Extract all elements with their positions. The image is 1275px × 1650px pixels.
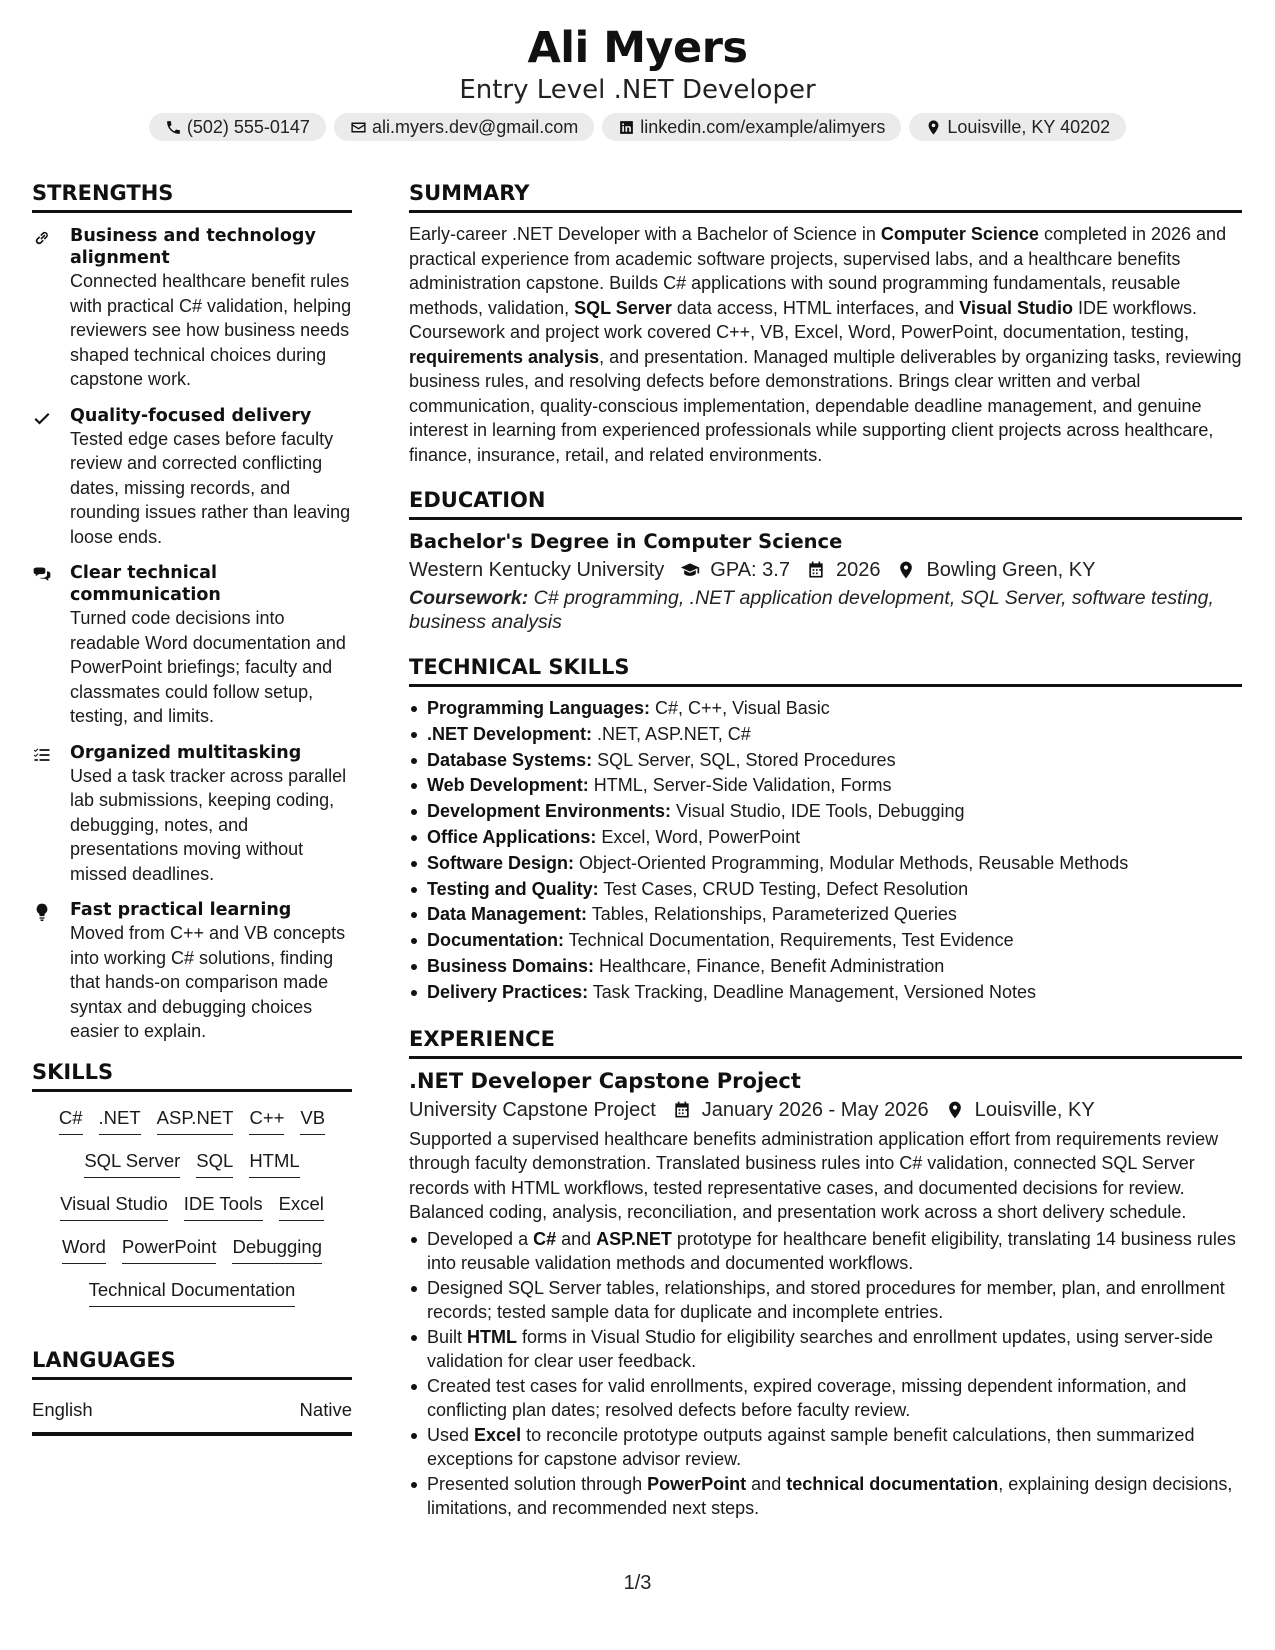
skill-category: Office Applications: (427, 826, 597, 847)
body-text: Built (427, 1326, 468, 1347)
language-row (32, 1380, 352, 1436)
checklist-icon (32, 745, 52, 765)
skill-values: Technical Documentation, Requirements, Test Evidence (564, 930, 1014, 951)
strength-desc: Moved from C++ and VB concepts into working C# solutions, finding that hands-on comparison made syntax and debugging choices easier to explain. (70, 923, 346, 1041)
strength-title: Clear technical communication (70, 563, 221, 605)
body-text: completed in 2026 and practical experience from academic software projects, supervised labs, and a healthcare benefits administration capstone. Builds C# applications with sound programming fundamentals, reusable methods, validation, (409, 224, 1227, 318)
list-item (409, 1325, 1242, 1374)
job-meta (409, 1095, 1242, 1125)
skill-tag: Technical Documentation (89, 1278, 296, 1307)
strength-title: Business and technology alignment (70, 226, 316, 268)
emphasis-text: Visual Studio (959, 297, 1073, 318)
body-text: IDE workflows. Coursework and project work covered C++, VB, Excel, Word, PowerPoint, documentation, testing, (409, 297, 1198, 342)
strength-title: Organized multitasking (70, 742, 302, 763)
graduation-year: 2026 (835, 559, 881, 581)
list-item (409, 799, 1242, 825)
strength-item (32, 899, 352, 1044)
location-contact (909, 113, 1126, 141)
skill-category: Database Systems: (427, 749, 593, 770)
skill-tags (32, 1221, 352, 1264)
education-heading: EDUCATION (409, 485, 1242, 520)
technical-skills-list (409, 696, 1242, 1006)
list-item (409, 1227, 1242, 1276)
calendar-icon (672, 1100, 692, 1120)
school-name: Western Kentucky University (409, 559, 665, 581)
summary-heading: SUMMARY (409, 178, 1242, 213)
body-text: Early-career .NET Developer with a Bachelor of Science in (409, 224, 881, 244)
body-text: forms in Visual Studio for eligibility searches and enrollment updates, using server-side validation for clear user feedback. (427, 1326, 1214, 1372)
lightbulb-icon (32, 902, 52, 922)
skill-tag: Excel (279, 1192, 324, 1221)
job-title: .NET Developer Capstone Project (409, 1068, 801, 1093)
skill-values: Visual Studio, IDE Tools, Debugging (671, 801, 965, 822)
job-description: Supported a supervised healthcare benefits administration application effort from requirements review through faculty demonstration. Translated business rules into C# validation, connected SQL Server records with HTML workflows, tested representative cases, and documented decisions for review. Balanced coding, analysis, reconciliation, and presentation work across a short delivery schedule. (409, 1128, 1219, 1223)
skills-heading: SKILLS (32, 1057, 352, 1092)
list-item (409, 851, 1242, 877)
languages-section (32, 1345, 352, 1436)
skill-tag: VB (300, 1106, 325, 1135)
strength-title: Fast practical learning (70, 900, 292, 920)
list-item (409, 954, 1242, 980)
skill-values: Healthcare, Finance, Benefit Administration (594, 955, 945, 976)
linkedin-text: linkedin.com/example/alimyers (640, 116, 886, 137)
skill-values: SQL Server, SQL, Stored Procedures (592, 749, 896, 770)
phone-text: (502) 555-0147 (186, 116, 310, 137)
calendar-icon (806, 560, 826, 580)
strength-desc: Used a task tracker across parallel lab submissions, keeping coding, debugging, notes, and presentations moving without missed deadlines. (70, 765, 347, 884)
skill-tag: HTML (249, 1149, 299, 1178)
gpa: GPA: 3.7 (710, 559, 790, 581)
list-item (409, 722, 1242, 748)
education-meta (409, 555, 1242, 585)
list-item (409, 696, 1242, 722)
strength-item (32, 742, 352, 887)
body-text: to reconcile prototype outputs against sample benefit calculations, then summarized exceptions for capstone advisor review. (427, 1424, 1195, 1470)
skill-values: Object-Oriented Programming, Modular Methods, Reusable Methods (574, 852, 1129, 873)
language-level: Native (299, 1398, 352, 1420)
skill-category: .NET Development: (427, 723, 593, 744)
experience-section (409, 1024, 1242, 1521)
job-location: Louisville, KY (974, 1098, 1095, 1121)
strength-item (32, 225, 352, 392)
organization: University Capstone Project (409, 1098, 656, 1121)
emphasis-text: C# (533, 1228, 557, 1249)
body-text: Developed a (427, 1228, 534, 1249)
email-contact[interactable] (334, 113, 594, 141)
skill-tag: .NET (99, 1106, 141, 1135)
skill-values: .NET, ASP.NET, C# (592, 723, 751, 744)
location-icon (896, 560, 916, 580)
email-text: ali.myers.dev@gmail.com (371, 116, 579, 137)
location-icon (945, 1100, 965, 1120)
check-icon (32, 408, 52, 428)
strength-desc: Tested edge cases before faculty review and corrected conflicting dates, missing records, and rounding issues rather than leaving loose ends. (70, 428, 351, 547)
strength-item (32, 405, 352, 550)
list-item (409, 773, 1242, 799)
page-number: 1/3 (623, 1572, 652, 1594)
email-icon (350, 119, 367, 136)
left-column (32, 178, 352, 1436)
skill-category: Documentation: (427, 930, 564, 951)
phone-contact[interactable] (149, 113, 326, 141)
skill-values: Excel, Word, PowerPoint (596, 826, 801, 847)
body-text: , explaining design decisions, limitations, and recommended next steps. (427, 1473, 1233, 1519)
skill-tag: C++ (249, 1106, 284, 1135)
chat-icon (32, 565, 52, 585)
body-text: , and presentation. Managed multiple deliverables by organizing tasks, reviewing business rules, and resolving defects before demonstrations. Brings clear written and verbal communication, quality-conscious implementation, dependable deadline management, and genuine interest in learning from experienced professionals while supporting client projects across healthcare, finance, insurance, retail, and related environments. (409, 346, 1242, 465)
linkedin-contact[interactable] (602, 113, 901, 141)
strength-desc: Turned code decisions into readable Word documentation and PowerPoint briefings; faculty and classmates could follow setup, testing, and limits. (70, 608, 346, 726)
skill-tag: SQL Server (84, 1149, 180, 1178)
skill-values: Tables, Relationships, Parameterized Queries (587, 904, 957, 925)
graduation-cap-icon (680, 560, 700, 580)
skill-values: HTML, Server-Side Validation, Forms (588, 775, 892, 796)
body-text: Created test cases for valid enrollments, expired coverage, missing dependent information, and conflicting plan dates; resolved defects before faculty review. (427, 1375, 1187, 1421)
list-item (409, 825, 1242, 851)
skill-values: Test Cases, CRUD Testing, Defect Resolution (598, 878, 969, 899)
skill-tag: Visual Studio (60, 1192, 168, 1221)
skill-tag: Debugging (232, 1235, 322, 1264)
emphasis-text: HTML (467, 1326, 518, 1347)
emphasis-text: requirements analysis (409, 346, 600, 367)
body-text: and (746, 1473, 787, 1494)
list-item (409, 1472, 1242, 1521)
list-item (409, 1276, 1242, 1325)
strength-title: Quality-focused delivery (70, 405, 312, 426)
skill-tags (32, 1178, 352, 1221)
contact-bar (0, 113, 1275, 141)
body-text: Designed SQL Server tables, relationships, and stored procedures for member, plan, and enrollment records; tested sample data for duplicate and incomplete entries. (427, 1277, 1225, 1323)
language-name: English (32, 1398, 93, 1420)
strengths-list (32, 225, 352, 1044)
location-icon (925, 119, 942, 136)
resume-header (0, 22, 1275, 141)
list-item (409, 877, 1242, 903)
emphasis-text: SQL Server (574, 297, 672, 318)
skill-tag: ASP.NET (157, 1106, 234, 1135)
skill-category: Testing and Quality: (427, 878, 599, 899)
experience-heading: EXPERIENCE (409, 1024, 1242, 1059)
summary-text (409, 222, 1242, 467)
body-text: Used (427, 1424, 475, 1445)
link-icon (32, 228, 52, 248)
languages-heading: LANGUAGES (32, 1345, 352, 1380)
phone-icon (165, 119, 182, 136)
strengths-heading: STRENGTHS (32, 178, 352, 213)
emphasis-text: Computer Science (880, 224, 1039, 244)
technical-skills-section (409, 652, 1242, 1006)
skill-tag: SQL (196, 1149, 233, 1178)
skill-tags (32, 1092, 352, 1135)
skill-tags (32, 1135, 352, 1178)
strength-desc: Connected healthcare benefit rules with practical C# validation, helping reviewers see how business needs shaped technical choices during capstone work. (70, 271, 352, 389)
skill-tag: IDE Tools (184, 1192, 263, 1221)
emphasis-text: technical documentation (786, 1473, 999, 1494)
skill-values: Task Tracking, Deadline Management, Versioned Notes (588, 981, 1037, 1002)
strength-item (32, 562, 352, 729)
skill-tags (32, 1264, 352, 1307)
skill-tag: PowerPoint (122, 1235, 217, 1264)
coursework-label: Coursework: (409, 587, 529, 609)
skill-category: Business Domains: (427, 955, 595, 976)
body-text: data access, HTML interfaces, and (671, 297, 960, 318)
right-column (409, 178, 1242, 1521)
body-text: prototype for healthcare benefit eligibility, translating 14 business rules into reusable validation methods and documented workflows. (427, 1228, 1236, 1274)
skill-category: Development Environments: (427, 801, 672, 822)
coursework-list: C# programming, .NET application development, SQL Server, software testing, business analysis (409, 587, 1214, 633)
list-item (409, 1423, 1242, 1472)
list-item (409, 748, 1242, 774)
skill-category: Programming Languages: (427, 698, 651, 718)
candidate-title: Entry Level .NET Developer (459, 75, 816, 105)
skill-values: C#, C++, Visual Basic (650, 698, 830, 718)
body-text: and (556, 1228, 597, 1249)
skills-section (32, 1057, 352, 1307)
technical-skills-heading: TECHNICAL SKILLS (409, 652, 1242, 687)
coursework (409, 586, 1242, 634)
list-item (409, 902, 1242, 928)
list-item (409, 980, 1242, 1006)
location-text: Louisville, KY 40202 (947, 116, 1111, 137)
candidate-name: Ali Myers (527, 23, 748, 73)
education-section (409, 485, 1242, 634)
school-location: Bowling Green, KY (926, 559, 1096, 581)
skill-category: Web Development: (427, 775, 589, 796)
list-item (409, 1374, 1242, 1423)
linkedin-icon (618, 119, 635, 136)
job-dates: January 2026 - May 2026 (701, 1098, 929, 1121)
skill-tag: Word (62, 1235, 106, 1264)
job-bullets (409, 1227, 1242, 1521)
skill-tag: C# (59, 1106, 83, 1135)
skill-category: Software Design: (427, 852, 575, 873)
body-text: Presented solution through (427, 1473, 648, 1494)
skill-category: Data Management: (427, 904, 588, 925)
emphasis-text: Excel (474, 1424, 522, 1445)
emphasis-text: PowerPoint (647, 1473, 747, 1494)
list-item (409, 928, 1242, 954)
degree-title: Bachelor's Degree in Computer Science (409, 530, 843, 553)
emphasis-text: ASP.NET (596, 1228, 672, 1249)
skill-category: Delivery Practices: (427, 981, 589, 1002)
